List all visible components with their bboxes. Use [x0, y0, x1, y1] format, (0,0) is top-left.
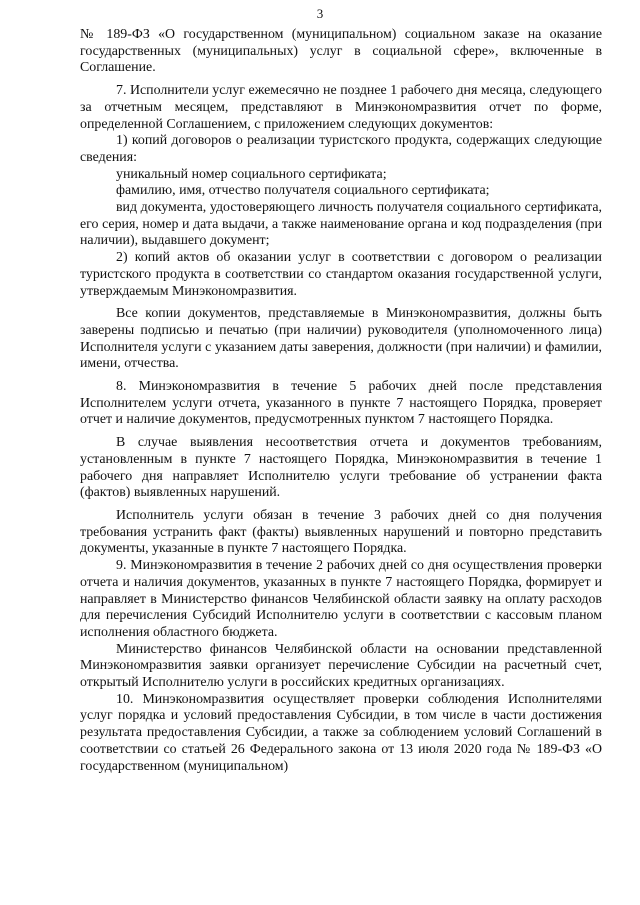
paragraph: Все копии документов, представляемые в Минэкономразвития, должны быть заверены подписью и печатью (при наличии) руководителя (уполномоченного лица) Исполнителя услуги с указанием даты заверения, должности (при наличии) и фамилии, имени, отчества. — [80, 306, 602, 372]
paragraph: фамилию, имя, отчество получателя социального сертификата; — [116, 183, 490, 199]
paragraph: 10. Минэкономразвития осуществляет проверки соблюдения Исполнителями услуг порядка и условий предоставления Субсидии, в том числе в части достижения результата предоставления Субсидии, а также за соблюдением условий Соглашений в соответствии со статьей 26 Федерального закона от 13 июля 2020 года № 189-ФЗ «О государственном (муниципальном) — [80, 691, 602, 774]
paragraph: В случае выявления несоответствия отчета и документов требованиям, установленным в пункте 7 настоящего Порядка, Минэкономразвития в течение 1 рабочего дня направляет Исполнителю услуги требование об устранении факта (фактов) выявленных нарушений. — [80, 435, 602, 501]
document-body — [80, 27, 602, 775]
paragraph: 9. Минэкономразвития в течение 2 рабочих дней со дня осуществления проверки отчета и наличия документов, указанных в пункте 7 настоящего Порядка, формирует и направляет в Министерство финансов Челябинской области заявку на оплату расходов для перечисления Субсидий Исполнителю услуги в соответствии с кассовым планом исполнения областного бюджета. — [80, 558, 602, 640]
paragraph: вид документа, удостоверяющего личность получателя социального сертификата, его серия, номер и дата выдачи, а также наименование органа и код подразделения (при наличии), выдавшего документ; — [80, 200, 602, 249]
paragraph: 8. Минэкономразвития в течение 5 рабочих дней после представления Исполнителем услуги отчета, указанного в пункте 7 настоящего Порядка, проверяет отчет и наличие документов, предусмотренных пунктом 7 настоящего Порядка. — [80, 379, 602, 428]
paragraph: № 189-ФЗ «О государственном (муниципальном) социальном заказе на оказание государственных (муниципальных) услуг в социальной сфере», включенные в Соглашение. — [80, 27, 602, 76]
paragraph: Министерство финансов Челябинской области на основании представленной Минэкономразвития заявки организует перечисление Субсидии на расчетный счет, открытый Исполнителю услуги в российских кредитных организациях. — [80, 641, 602, 691]
paragraph: 1) копий договоров о реализации туристского продукта, содержащих следующие сведения: — [80, 133, 602, 165]
paragraph: уникальный номер социального сертификата; — [116, 166, 387, 182]
paragraph: Исполнитель услуги обязан в течение 3 рабочих дней со дня получения требования устранить факт (факты) выявленных нарушений и повторно представить документы, указанные в пункте 7 настоящего Порядка. — [80, 507, 602, 557]
paragraph: 7. Исполнители услуг ежемесячно не позднее 1 рабочего дня месяца, следующего за отчетным месяцем, представляют в Минэкономразвития отчет по форме, определенной Соглашением, с приложением следующих документов: — [80, 83, 602, 132]
paragraph: 2) копий актов об оказании услуг в соответствии с договором о реализации туристского продукта в соответствии со стандартом оказания государственной услуги, утверждаемым Минэкономразвития. — [80, 250, 602, 299]
page-number: 3 — [316, 6, 324, 21]
